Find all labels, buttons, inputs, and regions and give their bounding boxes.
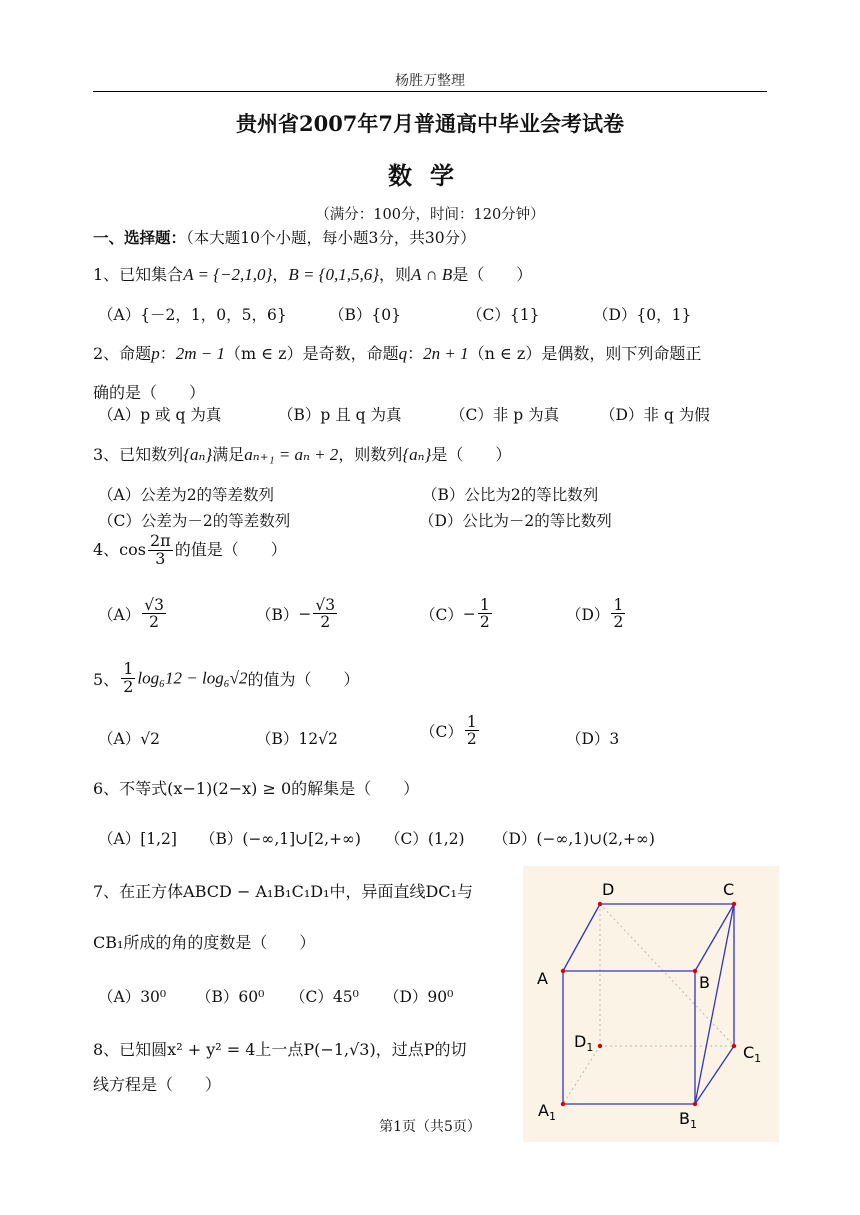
question-2-line-2: 确的是（ ） — [93, 383, 206, 402]
q4-b-sign: − — [298, 604, 312, 623]
q4-option-a — [98, 597, 168, 631]
q1-stem-post: 是（ ） — [452, 265, 533, 284]
q2-text-c: 是奇数，命题 — [302, 344, 399, 363]
q3-option-c: （C）公差为－2的等差数列 — [98, 512, 291, 530]
q4-b-num: √3 — [315, 596, 336, 614]
q4-c-sign: − — [462, 604, 476, 623]
q1-set-b: B = {0,1,5,6} — [288, 265, 380, 284]
point-a — [561, 969, 565, 973]
edge-b-c — [695, 904, 734, 971]
question-5 — [93, 661, 359, 696]
q7-option-b: （B）60⁰ — [196, 988, 265, 1006]
question-6: 6、不等式(x−1)(2−x) ≥ 0的解集是（ ） — [93, 779, 420, 798]
point-d — [598, 902, 602, 906]
q4-option-d — [566, 597, 627, 631]
section-title: 一、选择题： — [93, 228, 187, 247]
q5-c-label: （C） — [420, 722, 463, 741]
q5-c-num: 1 — [466, 713, 477, 731]
q3-option-b: （B）公比为2的等比数列 — [422, 486, 599, 504]
q3-option-d: （D）公比为－2的等比数列 — [419, 512, 612, 530]
q1-option-d: （D）{0，1} — [593, 306, 692, 324]
q1-option-a: （A）{－2，1，0，5，6} — [98, 306, 287, 324]
q2-text-d: ： — [407, 344, 424, 363]
question-1 — [93, 262, 532, 285]
q1-sep: ， — [272, 265, 289, 284]
question-3 — [93, 442, 511, 465]
q2-expr-1: 2m − 1 — [175, 344, 225, 363]
q1-set-a: A = {−2,1,0} — [183, 265, 273, 284]
q1-option-b: （B）{0} — [329, 306, 401, 324]
label-a: A — [537, 969, 548, 988]
edge-d1-a1 — [563, 1046, 600, 1104]
q5-option-c — [420, 714, 481, 748]
point-b1 — [693, 1102, 697, 1106]
q2-text-b: ： — [159, 344, 176, 363]
label-d1: $D_1$ — [574, 1032, 594, 1054]
q4-option-c — [420, 597, 494, 631]
q5-option-d: （D）3 — [566, 730, 620, 748]
point-d1 — [598, 1044, 602, 1048]
label-b: B — [699, 973, 710, 992]
q4-denominator: 3 — [155, 548, 166, 568]
q4-a-den: 2 — [149, 613, 160, 632]
page-header: 杨胜万整理 — [395, 73, 465, 89]
q3-seq: {aₙ} — [183, 445, 213, 464]
q5-suffix: 的值为（ ） — [247, 669, 360, 689]
q7-option-c: （C）45⁰ — [290, 988, 359, 1006]
q4-a-num: √3 — [144, 596, 164, 614]
q3-relation: aₙ₊₁ = aₙ + 2 — [244, 445, 339, 464]
q4-d-label: （D） — [566, 605, 610, 624]
q7-option-d: （D）90⁰ — [384, 988, 454, 1006]
q3-text-c: ，则数列 — [338, 445, 403, 464]
q3-seq-2: {aₙ} — [402, 445, 432, 464]
q4-a-label: （A） — [98, 605, 141, 624]
label-d: D — [602, 880, 615, 899]
q5-option-a: （A）√2 — [98, 730, 160, 748]
q4-d-num: 1 — [613, 596, 624, 614]
q5-c-den: 2 — [466, 730, 477, 749]
label-a1: $A_1$ — [538, 1101, 556, 1123]
diag-d-c1 — [600, 904, 734, 1046]
q6-option-d: （D）(−∞,1)∪(2,+∞) — [493, 830, 655, 848]
q3-text-a: 3、已知数列 — [93, 445, 184, 464]
q2-text-e: 是偶数，则下列命题正 — [541, 344, 702, 363]
q2-cond-2: （n ∈ z） — [468, 344, 542, 363]
point-c1 — [732, 1044, 736, 1048]
q5-option-b: （B）12√2 — [256, 730, 338, 748]
q2-option-d: （D）非 q 为假 — [600, 406, 710, 424]
q5-num: 1 — [123, 659, 134, 678]
q3-text-d: 是（ ） — [431, 445, 512, 464]
point-b — [693, 969, 697, 973]
q5-den: 2 — [123, 676, 134, 696]
q5-prefix: 5、 — [93, 669, 120, 689]
q6-option-c: （C）(1,2) — [385, 830, 465, 848]
question-8-line-1: 8、已知圆x² + y² = 4上一点P(−1,√3)，过点P的切 — [93, 1040, 467, 1059]
q6-option-b: （B）(−∞,1]∪[2,+∞) — [200, 830, 361, 848]
q2-expr-2: 2n + 1 — [423, 344, 469, 363]
q1-stem-mid: ，则 — [379, 265, 412, 284]
q1-option-c: （C）{1} — [467, 306, 540, 324]
label-b1: $B_1$ — [679, 1109, 697, 1131]
q2-option-b: （B）p 且 q 为真 — [278, 406, 402, 424]
point-c — [732, 902, 736, 906]
label-c: C — [723, 880, 735, 899]
q4-c-den: 2 — [479, 613, 490, 632]
q2-cond-1: （m ∈ z） — [224, 344, 303, 363]
q2-option-c: （C）非 p 为真 — [450, 406, 560, 424]
question-4 — [93, 533, 287, 568]
q4-suffix: 的值是（ ） — [174, 539, 287, 559]
q4-d-den: 2 — [613, 613, 624, 632]
score-info: （满分：100分，时间：120分钟） — [315, 207, 545, 223]
cube-figure — [523, 866, 779, 1142]
q4-option-b — [256, 597, 339, 631]
page-footer: 第1页（共5页） — [379, 1119, 481, 1135]
question-7-line-1: 7、在正方体ABCD − A₁B₁C₁D₁中，异面直线DC₁与 — [93, 882, 473, 901]
question-2-line-1 — [93, 341, 701, 364]
q2-p: p — [151, 344, 160, 363]
subject-title: 数学 — [388, 161, 472, 190]
q5-expr: log₆12 − log₆√2 — [137, 668, 248, 688]
q6-option-a: （A）[1,2] — [98, 830, 177, 848]
question-8-line-2: 线方程是（ ） — [93, 1075, 222, 1094]
q2-q: q — [398, 344, 408, 363]
q2-text-a: 2、命题 — [93, 344, 152, 363]
q4-numerator: 2π — [150, 531, 171, 550]
q4-fraction — [148, 533, 173, 568]
q4-prefix: 4、cos — [93, 539, 146, 559]
question-7-line-2: CB₁所成的角的度数是（ ） — [93, 933, 316, 952]
section-heading — [93, 226, 476, 248]
q4-c-num: 1 — [479, 596, 490, 614]
label-c1: $C_1$ — [743, 1043, 762, 1065]
q2-option-a: （A）p 或 q 为真 — [98, 406, 222, 424]
point-a1 — [561, 1102, 565, 1106]
q7-option-a: （A）30⁰ — [98, 988, 167, 1006]
cube-diagram — [523, 866, 779, 1142]
q4-b-den: 2 — [320, 613, 331, 632]
header-rule — [93, 91, 767, 92]
q4-b-label: （B） — [256, 605, 299, 624]
q3-option-a: （A）公差为2的等差数列 — [98, 486, 275, 504]
q3-text-b: 满足 — [212, 445, 245, 464]
exam-title: 贵州省2007年7月普通高中毕业会考试卷 — [235, 111, 625, 136]
q4-c-label: （C） — [420, 605, 463, 624]
section-desc: （本大题10个小题，每小题3分，共30分） — [186, 229, 476, 247]
q1-expr: A ∩ B — [411, 265, 453, 284]
edge-a-d — [563, 904, 600, 971]
q1-stem-pre: 1、已知集合 — [93, 265, 184, 284]
